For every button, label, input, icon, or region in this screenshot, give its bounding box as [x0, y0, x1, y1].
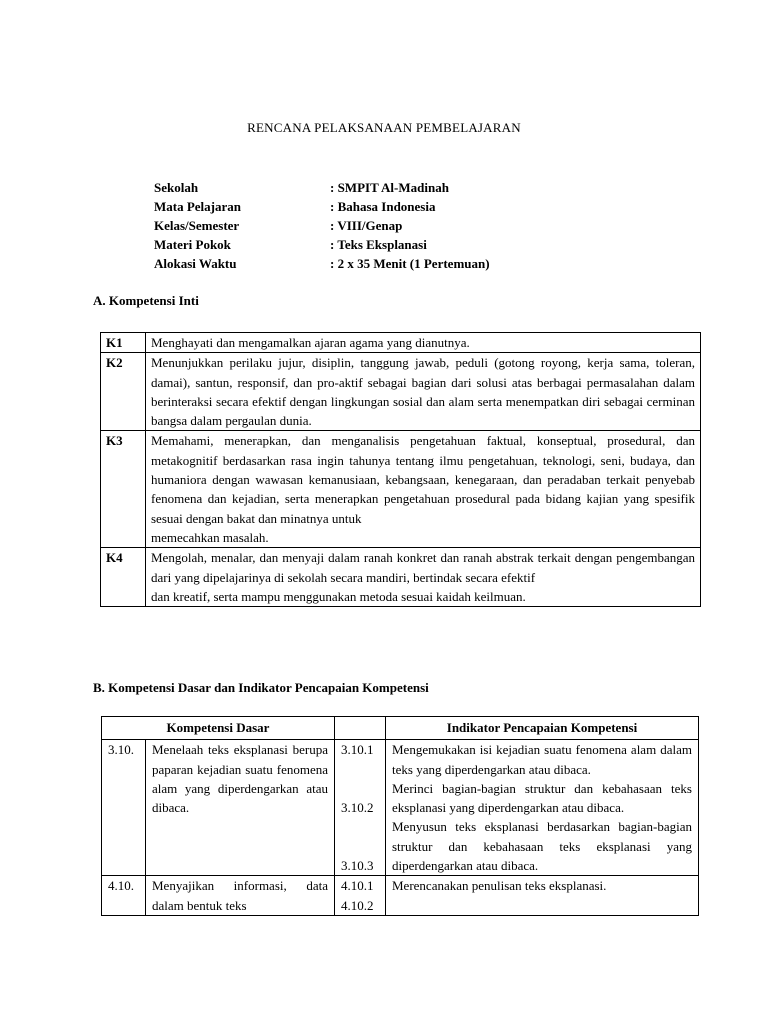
header-kompetensi-dasar: Kompetensi Dasar [102, 717, 335, 740]
ki-text: Menunjukkan perilaku jujur, disiplin, tanggung jawab, peduli (gotong royong, kerja sama, toleran, damai), santun, responsif, dan pro-aktif sebagai bagian dari solusi atas berbagai permasalahan dalam berinteraksi secara efektif dengan lingkungan sosial dan alam serta menempatkan diri sebagai cerminan bangsa dalam pergaulan dunia. [146, 353, 701, 431]
ki-text: Memahami, menerapkan, dan menganalisis pengetahuan faktual, konseptual, prosedural, dan metakognitif berdasarkan rasa ingin tahunya tentang ilmu pengetahuan, teknologi, seni, budaya, dan humaniora dengan wawasan kemanusiaan, kebangsaan, kenegaraan, dan peradaban terkait penyebab fenomena dan kejadian, serta menerapkan pengetahuan prosedural pada bidang kajian yang spesifik sesuai dengan bakat dan minatnya untuk [151, 433, 695, 526]
indicator-number: 3.10.1 [341, 742, 374, 758]
ki-text: Mengolah, menalar, dan menyaji dalam ranah konkret dan ranah abstrak terkait dengan pengembangan dari yang dipelajarinya di sekolah secara mandiri, bertindak secara efektif [151, 550, 695, 585]
identity-value: : VIII/Genap [330, 218, 403, 233]
identity-value: : SMPIT Al-Madinah [330, 180, 449, 195]
identity-label: Sekolah [154, 180, 199, 195]
ki-code: K3 [101, 431, 146, 548]
identity-label: Kelas/Semester [154, 218, 240, 233]
header-blank [335, 717, 386, 740]
identity-row-topic [154, 235, 490, 254]
identity-value: : Teks Eksplanasi [330, 237, 427, 252]
ki-text-tail: memecahkan masalah. [151, 529, 269, 545]
section-a-heading: A. Kompetensi Inti [93, 293, 199, 308]
indicator-number: 4.10.1 [341, 878, 374, 894]
kd-number: 4.10. [102, 876, 146, 916]
indicator-text: Merinci bagian-bagian struktur dan kebahasaan teks eksplanasi yang diperdengarkan atau dibaca. [392, 780, 692, 816]
document-title: RENCANA PELAKSANAAN PEMBELAJARAN [247, 120, 521, 135]
table-row [102, 740, 699, 876]
identity-row-school [154, 178, 490, 197]
identity-block [154, 178, 490, 273]
indicator-text-cell [386, 876, 699, 916]
kompetensi-inti-table [100, 332, 701, 607]
identity-label: Alokasi Waktu [154, 256, 237, 271]
indicator-text: Mengemukakan isi kejadian suatu fenomena alam dalam teks yang diperdengarkan atau dibaca. [392, 742, 692, 777]
identity-value: : 2 x 35 Menit (1 Pertemuan) [330, 256, 490, 271]
ki-code: K4 [101, 548, 146, 607]
table-row [101, 431, 701, 548]
ki-code: K2 [101, 353, 146, 431]
indicator-text: Merencanakan penulisan teks eksplanasi. [392, 878, 607, 894]
kompetensi-dasar-table [101, 716, 699, 916]
ki-text: Menghayati dan mengamalkan ajaran agama yang dianutnya. [146, 333, 701, 353]
indicator-text-cell [386, 740, 699, 876]
ki-code: K1 [101, 333, 146, 353]
identity-value: : Bahasa Indonesia [330, 199, 436, 214]
header-indikator: Indikator Pencapaian Kompetensi [386, 717, 699, 740]
indicator-number: 4.10.2 [341, 897, 374, 913]
kd-text: Menyajikan informasi, data dalam bentuk teks [146, 876, 335, 916]
table-header-row [102, 717, 699, 740]
identity-label: Mata Pelajaran [154, 199, 242, 214]
section-b-heading: B. Kompetensi Dasar dan Indikator Pencapaian Kompetensi [93, 680, 429, 695]
identity-label: Materi Pokok [154, 237, 231, 252]
table-row [102, 876, 699, 916]
identity-row-time [154, 254, 490, 273]
kd-text: Menelaah teks eksplanasi berupa paparan kejadian suatu fenomena alam yang diperdengarkan atau dibaca. [146, 740, 335, 876]
table-row [101, 353, 701, 431]
ki-text-cell [146, 431, 701, 548]
kd-number: 3.10. [102, 740, 146, 876]
indicator-number-cell [335, 876, 386, 916]
indicator-text: Menyusun teks eksplanasi berdasarkan bagian-bagian struktur dan kebahasaan teks eksplanasi yang diperdengarkan atau dibaca. [392, 819, 692, 874]
indicator-number-cell [335, 740, 386, 876]
identity-row-class [154, 216, 490, 235]
ki-text-tail: dan kreatif, serta mampu menggunakan metoda sesuai kaidah keilmuan. [151, 588, 526, 604]
ki-text-cell [146, 548, 701, 607]
table-row [101, 548, 701, 607]
identity-row-subject [154, 197, 490, 216]
indicator-number: 3.10.2 [341, 800, 374, 816]
table-row [101, 333, 701, 353]
indicator-number: 3.10.3 [341, 858, 374, 874]
